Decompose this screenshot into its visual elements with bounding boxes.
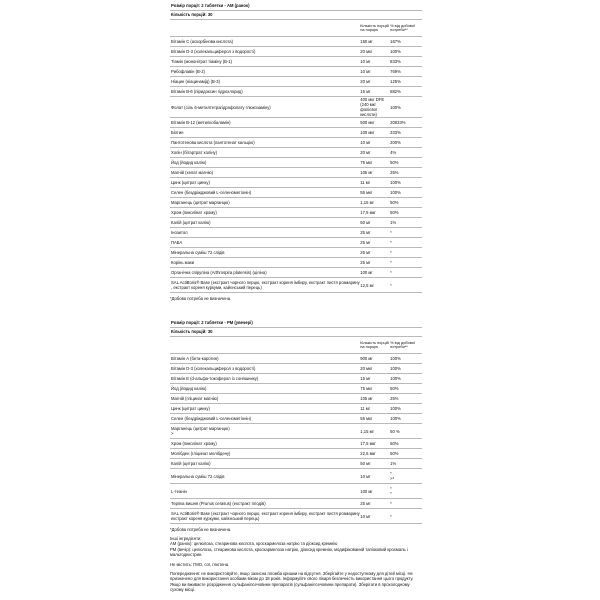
nutrient-name: Марганець (цитрат марганцю): [171, 200, 230, 205]
nutrient-name: Органічна спіруліна (Arthrospira platensis) (ціліна): [171, 270, 267, 275]
nutrient-name: Пантотенова кислота (пантотенат кальцію): [171, 140, 255, 145]
am-column-header: [170, 20, 422, 37]
nutrient-amount: 12,5 мг: [360, 282, 374, 288]
ingredients-warning: Попередження: не використовуйте, якщо захисна пломба кришки на відсутня. Зберігайте у недоступному для дітей місці. Не призначено для використання особами віком до 18 років. Інформуйте свого лікаря безпечність використання цього продукту. Якщо ви вживаєте розрідження сульфанілсечовини препаратів (сульфанілсечовини препарати). Зберігати в прохолодному сухому місці.: [170, 571, 414, 593]
nutrient-amount: 22,5 мкг: [360, 451, 376, 456]
ingredients-free-of: Не містить: ГМО, сої, глютена.: [170, 561, 230, 567]
nutrient-name: Калій (цитрат калію): [171, 220, 211, 225]
nutrient-name: Мінеральна суміш 72 слідів: [171, 473, 225, 479]
am-nutrient-row: [170, 148, 422, 158]
nutrient-name: Селен (бездріжджовий L-селенометіонін): [171, 416, 252, 421]
nutrient-daily-value: *: [390, 230, 392, 235]
pm-nutrient-row: [170, 459, 422, 469]
nutrient-daily-value: *: [390, 513, 392, 519]
nutrient-amount: 100 мг: [360, 270, 373, 275]
nutrient-daily-value: 100%: [390, 180, 401, 185]
nutrient-daily-value: 833%: [390, 59, 401, 64]
nutrient-amount: 100 мкг: [360, 130, 375, 135]
am-nutrient-row: [170, 67, 422, 77]
nutrient-name: Вітамін С (аскорбінова кислота): [171, 39, 233, 44]
nutrient-amount: 10 мг: [360, 59, 371, 64]
nutrient-daily-value: * *: [390, 486, 392, 496]
pm-dv-header: % від добової потреби**: [390, 339, 416, 349]
nutrient-amount: 1,15 мг: [360, 428, 374, 434]
am-nutrient-row: [170, 238, 422, 248]
nutrient-name: Марганець (цитрат марганцю) >: [171, 426, 230, 436]
nutrient-daily-value: 100%: [390, 366, 401, 371]
nutrient-daily-value: *: [390, 501, 392, 506]
nutrient-daily-value: 100%: [390, 376, 401, 381]
nutrient-name: Фолат (сіль 6-метилтетрагідрофолату глюкозаміну): [171, 104, 271, 110]
am-nutrient-row: [170, 268, 422, 278]
am-amount-header: Кількість порцій на порцію: [360, 22, 389, 32]
ingredients-pm: PM (вечір): целюлоза, стеаринова кислота, кроскармелоза натрію, діоксид кремнію, модифікований тапіоковий крохмаль і мальтодекстрин.: [170, 546, 408, 558]
pm-nutrient-row: [170, 499, 422, 509]
am-dv-header: % від добової потреби**: [390, 22, 416, 32]
nutrient-amount: 50 мг: [360, 220, 371, 225]
nutrient-name: Вітамін D-3 (холекальциферол з водорості): [171, 49, 256, 54]
pm-nutrient-row: [170, 484, 422, 499]
nutrient-amount: 1,15 мг: [360, 200, 374, 205]
nutrient-name: Терпка вишня (Prunus cerasus) (екстракт плодів): [171, 501, 266, 506]
nutrient-amount: 10 мг: [360, 513, 371, 519]
nutrient-daily-value: *: [390, 250, 392, 255]
nutrient-name: SAL ActiBoris® Base (екстракт чорного перцю, екстракт кореня імбиру, екстракт листя розмарину екстракт кореня куркуми, кайєнський перець): [171, 511, 360, 521]
am-nutrient-row: [170, 47, 422, 57]
nutrient-daily-value: * >*: [390, 471, 395, 481]
am-nutrient-row: [170, 138, 422, 148]
am-nutrient-row: [170, 248, 422, 258]
nutrient-amount: 11 мг: [360, 180, 371, 185]
am-nutrient-row: [170, 158, 422, 168]
am-nutrient-row: [170, 128, 422, 138]
pm-amount-header: Кількість порцій на порцію: [360, 339, 389, 349]
pm-nutrient-row: [170, 364, 422, 374]
pm-facts-panel: [170, 319, 422, 532]
pm-nutrient-row: [170, 384, 422, 394]
nutrient-daily-value: 882%: [390, 89, 401, 94]
nutrient-amount: 100 мг: [360, 488, 373, 494]
document: [170, 2, 422, 597]
nutrient-amount: 25 мг: [360, 250, 371, 255]
nutrient-daily-value: 50%: [390, 160, 399, 165]
pm-servings-per-container: Кількість порцій: 30: [170, 328, 422, 337]
nutrient-amount: 15 мг: [360, 89, 371, 94]
nutrient-name: Мінеральна суміш 72 слідів: [171, 250, 225, 255]
nutrient-amount: 150 мг: [360, 39, 373, 44]
pm-footnote: *Добова потреба не визначена.: [170, 527, 232, 532]
nutrient-daily-value: 50%: [390, 451, 399, 456]
nutrient-amount: 500 мкг: [360, 120, 375, 125]
am-nutrient-row: [170, 87, 422, 97]
nutrient-amount: 25 мг: [360, 240, 371, 245]
am-nutrient-row: [170, 188, 422, 198]
nutrient-name: Рибофлавін (B-2): [171, 69, 205, 74]
nutrient-name: Корінь маки: [171, 260, 195, 265]
pm-column-header: [170, 337, 422, 354]
nutrient-amount: 20 мг: [360, 79, 371, 84]
nutrient-amount: 17,5 мкг: [360, 441, 376, 446]
nutrient-daily-value: 125%: [390, 79, 401, 84]
nutrient-name: Магній (хелат магнію): [171, 170, 214, 175]
nutrient-name: Магній (гліцинат магнію): [171, 396, 219, 401]
nutrient-name: Селен (бездріжджовий L-селенометіонін): [171, 190, 252, 195]
nutrient-daily-value: 50%: [390, 386, 399, 391]
pm-nutrient-row: [170, 394, 422, 404]
am-serving-size: Розмір порції: 2 таблетки - AM (ранок): [170, 2, 422, 11]
nutrient-name: Тіамін (мононітрат тіаміну (B-1): [171, 59, 233, 64]
nutrient-amount: 75 мкг: [360, 386, 373, 391]
nutrient-daily-value: 1%: [390, 461, 397, 466]
nutrient-amount: 55 мкг: [360, 416, 373, 421]
nutrient-name: Йод (йодид калію): [171, 386, 207, 391]
nutrient-name: SAL ActiBoris® Base (екстракт чорного перцю, екстракт кореня імбиру, екстракт листя розмарину , екстракт кореня куркуми, кайєнський перець): [171, 280, 360, 290]
am-nutrient-row: [170, 228, 422, 238]
pm-serving-size: Розмір порції: 2 таблетки - PM (увечері): [170, 319, 422, 328]
nutrient-amount: 10 мг: [360, 69, 371, 74]
nutrient-daily-value: 50 %: [390, 428, 400, 434]
nutrient-amount: 105 мг: [360, 170, 373, 175]
nutrient-daily-value: 50%: [390, 210, 399, 215]
am-nutrient-row: [170, 218, 422, 228]
am-footnote: *Добова потреба не визначена.: [170, 296, 232, 301]
nutrient-name: Вітамін D-3 (холекальциферол з водорості): [171, 366, 256, 371]
nutrient-daily-value: 50%: [390, 200, 399, 205]
nutrient-name: Йод (йодид калію): [171, 160, 207, 165]
am-nutrient-row: [170, 278, 422, 293]
am-nutrient-row: [170, 77, 422, 87]
pm-nutrient-row: [170, 509, 422, 524]
nutrient-name: Цинк (цитрат цинку): [171, 180, 210, 185]
pm-nutrient-row: [170, 404, 422, 414]
nutrient-amount: 25 мг: [360, 260, 371, 265]
pm-nutrient-row: [170, 414, 422, 424]
am-nutrient-row: [170, 57, 422, 67]
pm-nutrient-row: [170, 449, 422, 459]
nutrient-daily-value: 100%: [390, 104, 401, 110]
nutrient-daily-value: 333%: [390, 130, 401, 135]
nutrient-amount: 15 мг: [360, 376, 371, 381]
ingredients-am: AM (ранок): целюлоза, стеаринова кислота, кроскармелоза натрію та діоксид кремнію: [170, 541, 338, 547]
nutrient-amount: 11 мг: [360, 406, 371, 411]
pm-rows: [170, 354, 422, 524]
nutrient-daily-value: 50%: [390, 441, 399, 446]
nutrient-name: Холін (бітартрат холіну): [171, 150, 218, 155]
nutrient-amount: 17,5 мкг: [360, 210, 376, 215]
pm-nutrient-row: [170, 374, 422, 384]
am-nutrient-row: [170, 118, 422, 128]
am-nutrient-row: [170, 258, 422, 268]
nutrient-amount: 400 мкг DFE (240 мкг фолієвої кислоти): [360, 97, 385, 117]
nutrient-daily-value: *: [390, 282, 392, 288]
nutrient-amount: 10 мг: [360, 140, 371, 145]
nutrient-amount: 20 мкг: [360, 49, 373, 54]
nutrient-amount: 900 мг: [360, 356, 373, 361]
other-ingredients: [170, 536, 422, 593]
pm-nutrient-row: [170, 469, 422, 484]
nutrient-name: Цинк (цитрат цинку): [171, 406, 210, 411]
am-nutrient-row: [170, 198, 422, 208]
nutrient-name: L-теанін: [171, 488, 187, 494]
nutrient-amount: 50 мг: [360, 461, 371, 466]
nutrient-daily-value: 100%: [390, 190, 401, 195]
nutrient-daily-value: 100%: [390, 406, 401, 411]
am-servings-per-container: Кількість порцій: 30: [170, 11, 422, 20]
nutrient-daily-value: 100%: [390, 356, 401, 361]
ingredients-title: Інші інгредієнти:: [170, 536, 202, 541]
am-nutrient-row: [170, 178, 422, 188]
am-nutrient-row: [170, 208, 422, 218]
nutrient-daily-value: 100%: [390, 49, 401, 54]
nutrient-amount: 25 мг: [360, 230, 371, 235]
am-facts-panel: [170, 2, 422, 301]
nutrient-name: Вітамін B-6 (піридоксин гідрохлорид): [171, 89, 243, 94]
nutrient-daily-value: *: [390, 240, 392, 245]
nutrient-daily-value: *: [390, 260, 392, 265]
nutrient-daily-value: 200%: [390, 140, 401, 145]
nutrient-name: Молібден (гліцинат молібдену): [171, 451, 231, 456]
nutrient-name: Хром (пиколінат хрому): [171, 210, 217, 215]
nutrient-amount: 55 мкг: [360, 190, 373, 195]
nutrient-name: Ніацин (ніацинамід) (B-3): [171, 79, 220, 84]
nutrient-daily-value: *: [390, 270, 392, 275]
am-nutrient-row: [170, 168, 422, 178]
nutrient-daily-value: 1%: [390, 220, 397, 225]
nutrient-daily-value: 100%: [390, 416, 401, 421]
pm-nutrient-row: [170, 354, 422, 364]
pm-nutrient-row: [170, 424, 422, 439]
nutrient-name: Інозитол: [171, 230, 188, 235]
nutrient-name: Хром (пиколінат хрому): [171, 441, 217, 446]
nutrient-name: Калій (цитрат калію): [171, 461, 211, 466]
nutrient-name: Вітамін Е (d-альфа-токоферол із соняшнику): [171, 376, 259, 381]
am-nutrient-row: [170, 37, 422, 47]
nutrient-daily-value: 769%: [390, 69, 401, 74]
nutrient-name: Біотин: [171, 130, 184, 135]
nutrient-amount: 10 мг: [360, 473, 371, 479]
nutrient-name: Вітамін А (бета-каротин): [171, 356, 219, 361]
nutrient-amount: 105 мг: [360, 396, 373, 401]
am-rows: [170, 37, 422, 293]
am-nutrient-row: [170, 97, 422, 118]
nutrient-daily-value: 20833%: [390, 120, 406, 125]
nutrient-daily-value: 4%: [390, 150, 397, 155]
nutrient-daily-value: 25%: [390, 396, 399, 401]
nutrient-name: ПАБА: [171, 240, 183, 245]
nutrient-amount: 25 мг: [360, 501, 371, 506]
nutrient-daily-value: 25%: [390, 170, 399, 175]
nutrient-name: Вітамін B-12 (метилкобаламін): [171, 120, 231, 125]
nutrient-amount: 20 мг: [360, 150, 371, 155]
nutrient-amount: 20 мкг: [360, 366, 373, 371]
pm-nutrient-row: [170, 439, 422, 449]
nutrient-daily-value: 167%: [390, 39, 401, 44]
nutrient-amount: 75 мкг: [360, 160, 373, 165]
